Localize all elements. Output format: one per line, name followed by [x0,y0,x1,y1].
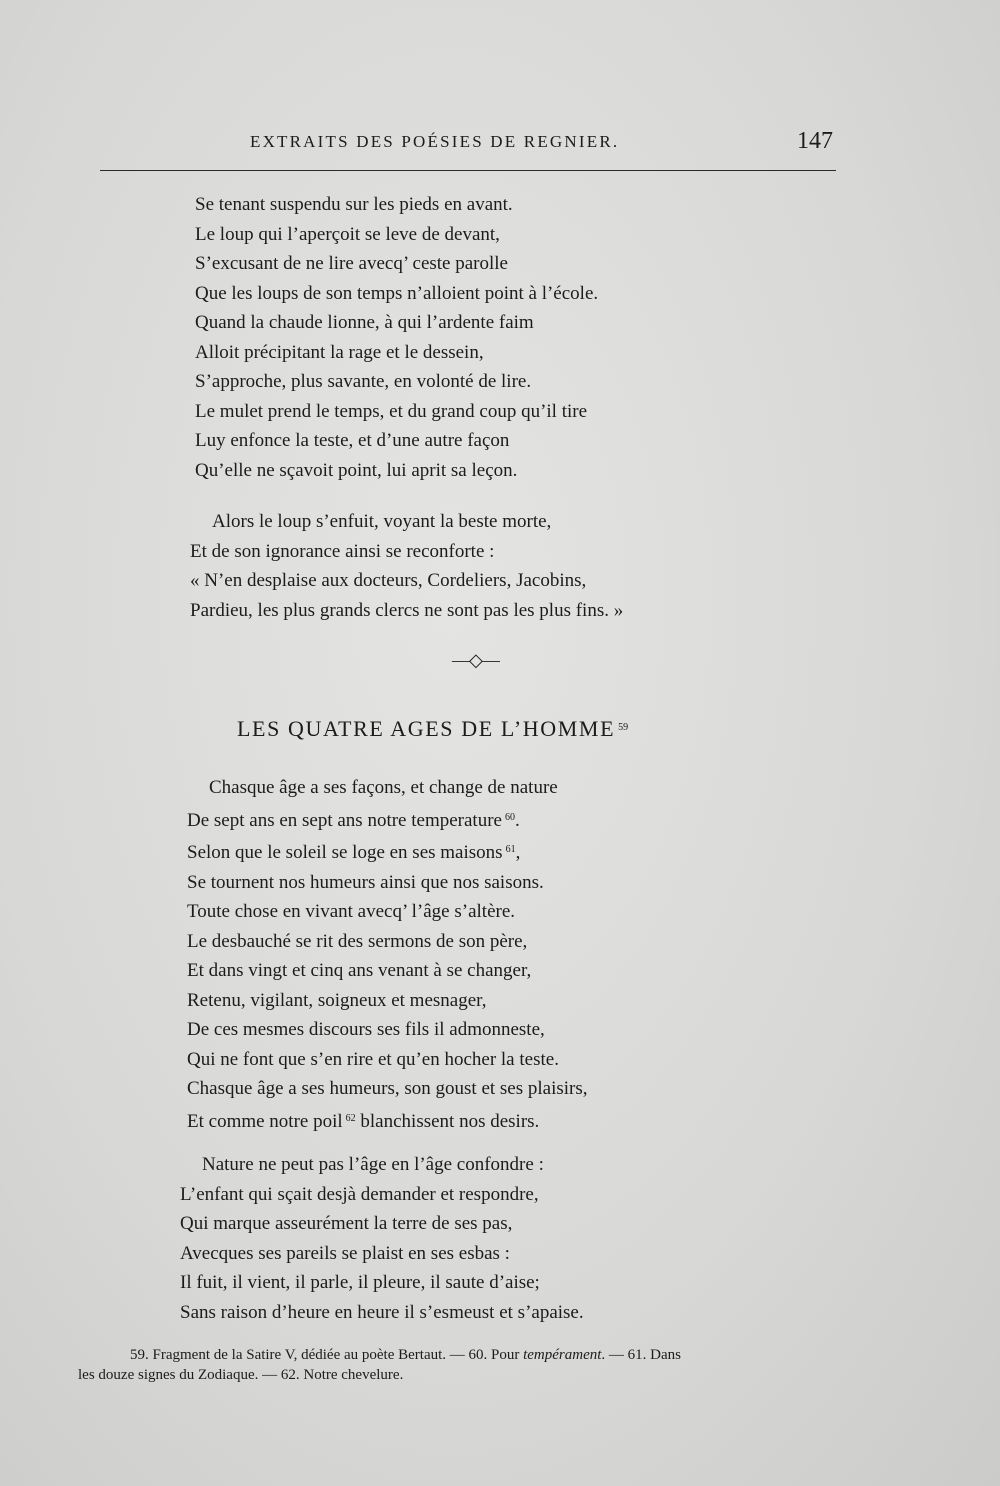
verse-line: S’approche, plus savante, en volonté de lire. [195,371,532,392]
verse-line: Chasque âge a ses humeurs, son goust et ses plaisirs, [187,1078,588,1099]
verse-line: De sept ans en sept ans notre temperature $^{60}$. [187,809,520,831]
verse-line: Chasque âge a ses façons, et change de nature [209,777,558,798]
footnote-ref: 61 [505,844,516,855]
footnote-ref: 62 [345,1112,356,1124]
section-title [237,716,628,742]
verse-line: S’excusant de ne lire avecq’ ceste parolle [195,253,508,274]
verse-line: Avecques ses pareils se plaist en ses esbas : [180,1242,510,1264]
poem2-stanza2 [180,1150,584,1327]
verse-line: Le mulet prend le temps, et du grand coup qu’il tire [195,400,588,422]
verse-line: Et dans vingt et cinq ans venant à se changer, [187,960,532,981]
footnotes [78,1345,838,1385]
verse-line: Et de son ignorance ainsi se reconforte : [190,540,495,562]
verse-line: Qu’elle ne sçavoit point, lui aprit sa leçon. [195,459,518,481]
footnote-ref: 59 [618,722,629,733]
verse-line: Le desbauché se rit des sermons de son père, [187,930,528,952]
verse-line: Qui ne font que s’en rire et qu’en hocher la teste. [187,1048,559,1070]
footnote-ref: 60 [504,811,515,823]
section-title-text: LES QUATRE AGES DE L’HOMME [237,716,616,741]
section-ornament: —◇— [452,650,499,670]
verse-line: Il fuit, il vient, il parle, il pleure, il saute d’aise; [180,1272,540,1293]
verse-line: Que les loups de son temps n’alloient point à l’école. [195,282,599,304]
verse-line: De ces mesmes discours ses fils il admonneste, [187,1019,545,1040]
verse-line: Le loup qui l’aperçoit se leve de devant, [195,223,500,245]
verse-line: Qui marque asseurément la terre de ses pas, [180,1213,513,1234]
verse-line: « N’en desplaise aux docteurs, Cordeliers, Jacobins, [190,570,587,591]
verse-line: Toute chose en vivant avecq’ l’âge s’altère. [187,901,516,922]
verse-line: L’enfant qui sçait desjà demander et respondre, [180,1183,539,1205]
verse-line: Et comme notre poil $^{62}$ blanchissent nos desirs. [187,1110,540,1132]
poem2-stanza1 [187,773,588,1136]
verse-line: Alors le loup s’enfuit, voyant la beste morte, [212,511,552,532]
footnote-line: les douze signes du Zodiaque. — 62. Notre chevelure. [78,1367,404,1383]
running-title: EXTRAITS DES POÉSIES DE REGNIER. [250,132,620,151]
verse-line: Se tenant suspendu sur les pieds en avant. [195,194,513,215]
verse-line: Nature ne peut pas l’âge en l’âge confondre : [202,1154,544,1175]
verse-line: Alloit précipitant la rage et le dessein, [195,341,484,363]
verse-line: Luy enfonce la teste, et d’une autre façon [195,430,510,451]
verse-line: Se tournent nos humeurs ainsi que nos saisons. [187,871,544,893]
poem1-stanza2 [190,507,623,625]
page-number: 147 [797,128,833,154]
poem1-stanza1 [195,190,598,485]
footnote-line: 59. Fragment de la Satire V, dédiée au poète Bertaut. — 60. Pour tempérament. — 61. Dans [130,1347,681,1363]
verse-line: Selon que le soleil se loge en ses maisons $^{61}$, [187,842,521,863]
verse-line: Pardieu, les plus grands clercs ne sont pas les plus fins. » [190,599,624,621]
verse-line: Retenu, vigilant, soigneux et mesnager, [187,989,487,1011]
verse-line: Quand la chaude lionne, à qui l’ardente faim [195,312,534,333]
header-rule [100,170,836,171]
verse-line: Sans raison d’heure en heure il s’esmeust et s’apaise. [180,1301,584,1323]
